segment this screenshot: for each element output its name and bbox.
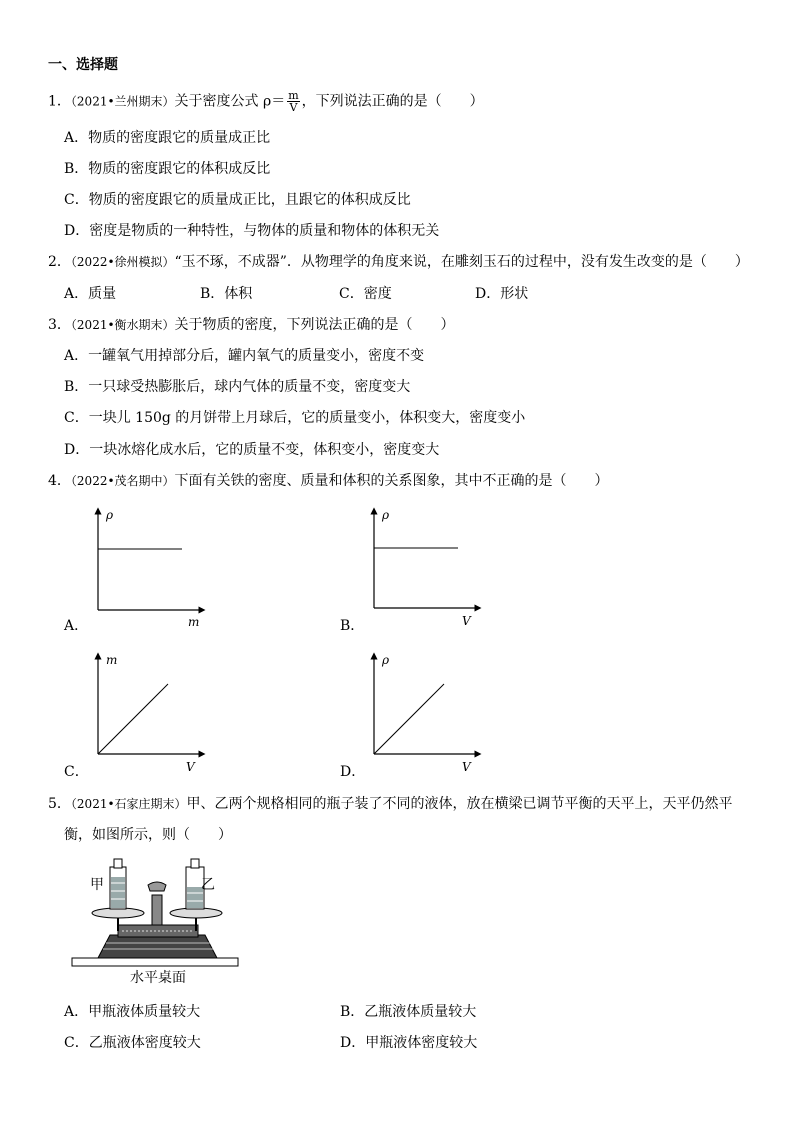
y-axis-label: ρ bbox=[106, 508, 114, 522]
stem-text: 甲、乙两个规格相同的瓶子装了不同的液体，放在横梁已调节平衡的天平上，天平仍然平 bbox=[186, 796, 733, 812]
option-b[interactable]: B．一只球受热膨胀后，球内气体的质量不变，密度变大 bbox=[64, 379, 411, 395]
question-source: （2022•茂名期中） bbox=[70, 474, 175, 488]
graph-b bbox=[366, 505, 486, 628]
option-c[interactable]: C．密度 bbox=[339, 286, 392, 302]
option-b[interactable]: B．乙瓶液体质量较大 bbox=[340, 1004, 477, 1020]
stem-text: 关于密度公式 ρ＝ bbox=[174, 93, 286, 110]
option-b[interactable]: B．体积 bbox=[200, 286, 253, 302]
stem-text: ，下列说法正确的是（ ） bbox=[301, 93, 484, 110]
balance-figure bbox=[70, 855, 250, 985]
balance-base bbox=[98, 935, 217, 958]
table-top bbox=[72, 958, 238, 966]
x-axis-label: V bbox=[462, 760, 471, 774]
bottle-jia bbox=[110, 859, 126, 909]
question-source: （2021•衡水期末） bbox=[70, 318, 175, 332]
graph-d-label[interactable]: D． bbox=[340, 764, 366, 780]
option-a[interactable]: A．一罐氧气用掉部分后，罐内氧气的质量变小，密度不变 bbox=[64, 348, 425, 364]
question-source: （2021•石家庄期末） bbox=[70, 797, 187, 811]
graph-d bbox=[366, 650, 486, 774]
question-4-stem bbox=[48, 472, 609, 490]
stem-text: “玉不琢，不成器”．从物理学的角度来说，在雕刻玉石的过程中，没有发生改变的是（ ） bbox=[174, 254, 749, 270]
option-b[interactable]: B．物质的密度跟它的体积成反比 bbox=[64, 161, 271, 177]
question-2-stem bbox=[48, 253, 749, 271]
question-5-stem bbox=[48, 795, 733, 813]
question-number: 2． bbox=[48, 254, 71, 270]
balance-pillar bbox=[152, 895, 162, 925]
question-5-stem-line2: 衡，如图所示，则（ ） bbox=[64, 827, 232, 843]
graph-line bbox=[98, 684, 168, 754]
density-formula-fraction bbox=[287, 90, 299, 113]
x-axis-label: m bbox=[188, 615, 200, 629]
bottle-jia-label: 甲 bbox=[90, 877, 104, 893]
option-d[interactable]: D．一块冰熔化成水后，它的质量不变，体积变小，密度变大 bbox=[64, 442, 440, 458]
y-axis-label: ρ bbox=[382, 653, 390, 667]
question-number: 5． bbox=[48, 796, 71, 812]
figure-caption: 水平桌面 bbox=[130, 970, 186, 986]
graph-c bbox=[90, 650, 210, 774]
x-axis-label: V bbox=[462, 614, 471, 628]
graph-c-label[interactable]: C． bbox=[64, 764, 89, 780]
question-number: 1． bbox=[48, 93, 71, 110]
fraction-numerator: m bbox=[288, 89, 299, 102]
question-3-stem bbox=[48, 316, 455, 334]
option-d[interactable]: D．密度是物质的一种特性，与物体的质量和物体的体积无关 bbox=[64, 223, 440, 239]
option-c[interactable]: C．一块儿 150g 的月饼带上月球后，它的质量变小，体积变大，密度变小 bbox=[64, 410, 526, 426]
fraction-denominator: V bbox=[289, 101, 298, 114]
option-a[interactable]: A．甲瓶液体质量较大 bbox=[64, 1004, 201, 1020]
question-source: （2021•兰州期末） bbox=[70, 94, 175, 109]
option-d[interactable]: D．甲瓶液体密度较大 bbox=[340, 1035, 478, 1051]
stem-text: 下面有关铁的密度、质量和体积的关系图象，其中不正确的是（ ） bbox=[174, 473, 609, 489]
question-number: 3． bbox=[48, 317, 71, 333]
x-axis-label: V bbox=[186, 760, 195, 774]
bottle-yi-label: 乙 bbox=[201, 877, 215, 893]
stem-text: 关于物质的密度，下列说法正确的是（ ） bbox=[174, 317, 455, 333]
y-axis-label: ρ bbox=[382, 508, 390, 522]
section-title: 一、选择题 bbox=[48, 57, 118, 73]
question-number: 4． bbox=[48, 473, 71, 489]
question-source: （2022•徐州模拟） bbox=[70, 255, 175, 269]
graph-line bbox=[374, 684, 444, 754]
option-c[interactable]: C．物质的密度跟它的质量成正比，且跟它的体积成反比 bbox=[64, 192, 411, 208]
graph-a-label[interactable]: A． bbox=[64, 618, 89, 634]
question-1-stem bbox=[48, 90, 484, 113]
graph-a bbox=[90, 505, 210, 629]
y-axis-label: m bbox=[106, 653, 118, 667]
option-a[interactable]: A．质量 bbox=[64, 286, 117, 302]
option-c[interactable]: C．乙瓶液体密度较大 bbox=[64, 1035, 201, 1051]
option-d[interactable]: D．形状 bbox=[475, 286, 529, 302]
graph-b-label[interactable]: B． bbox=[340, 618, 365, 634]
option-a[interactable]: A．物质的密度跟它的质量成正比 bbox=[64, 130, 271, 146]
